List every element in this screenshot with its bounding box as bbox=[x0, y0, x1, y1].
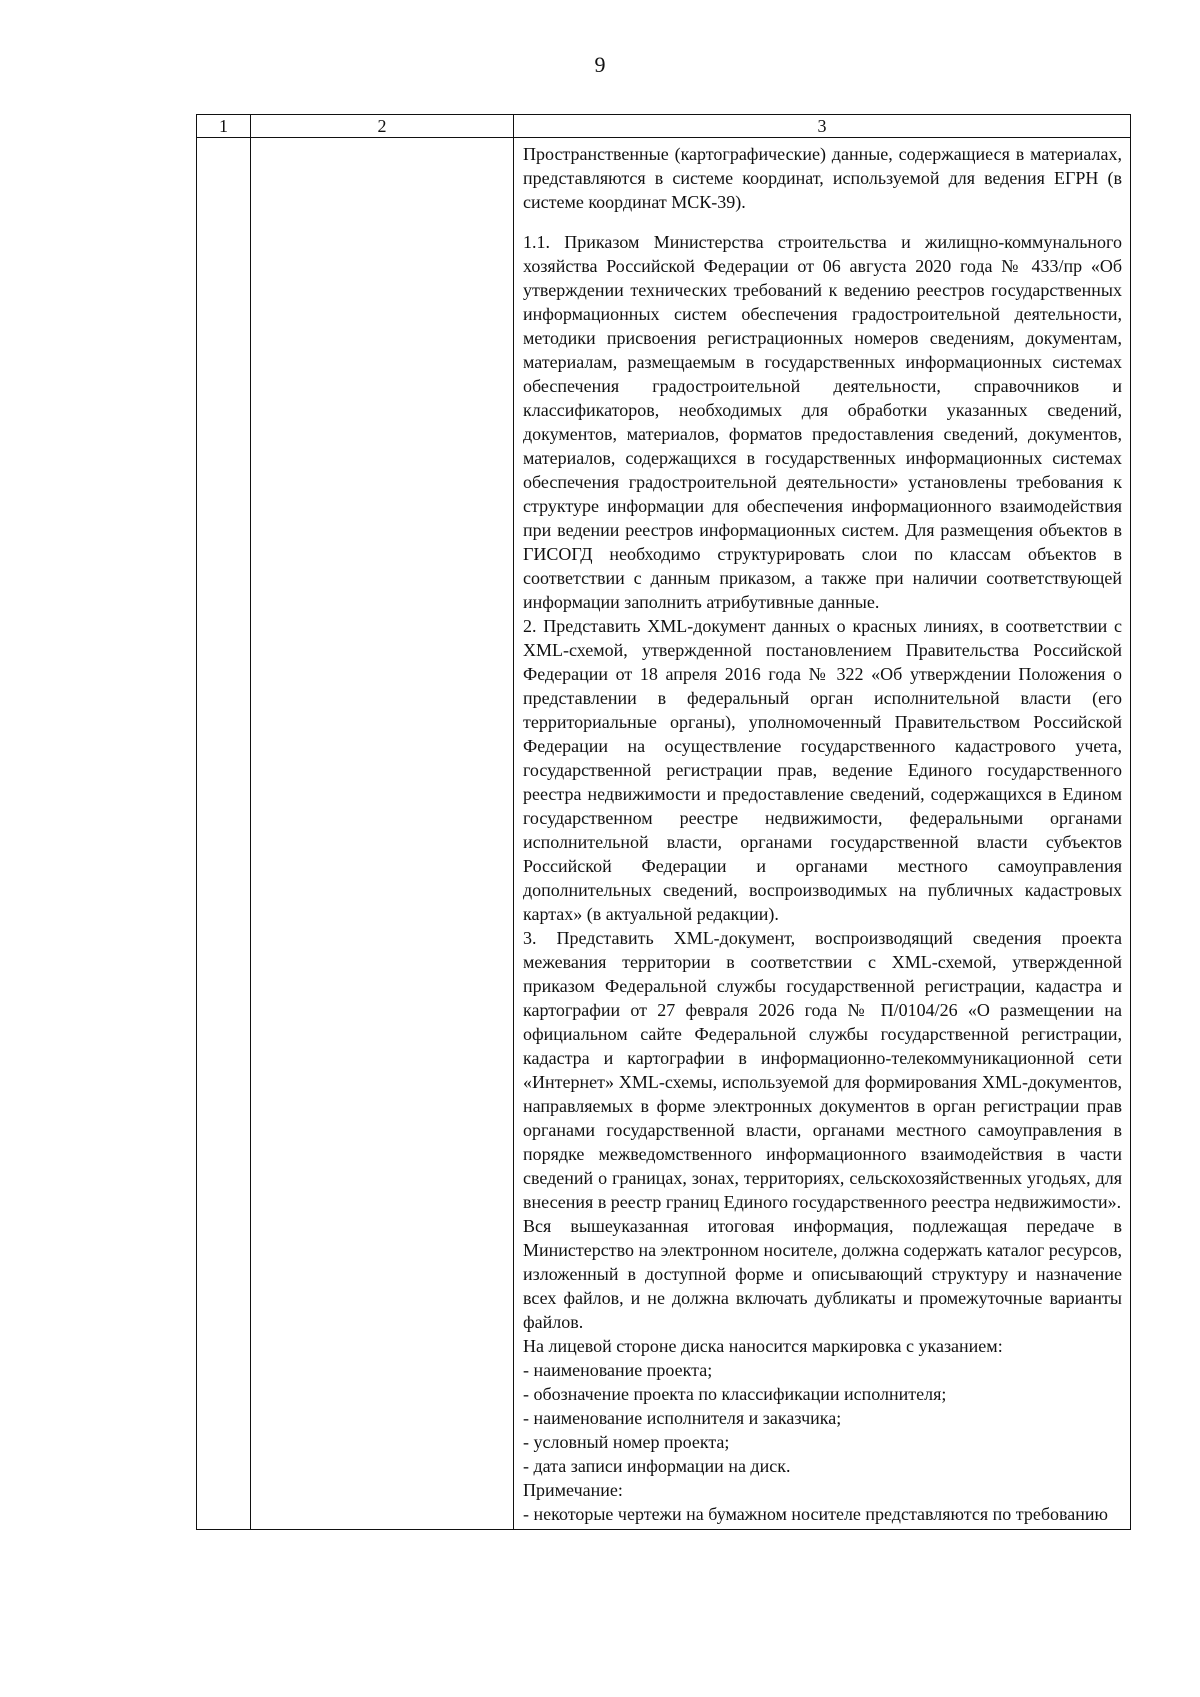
cell-col-2 bbox=[251, 138, 514, 1530]
list-item: - дата записи информации на диск. bbox=[523, 1456, 791, 1476]
list-item: - условный номер проекта; bbox=[523, 1432, 730, 1452]
paragraph-red-lines-xml: 2. Представить XML-документ данных о красных линиях, в соответствии с XML-схемой, утвержденной постановлением Правительства Российской Федерации от 18 апреля 2016 года № 322 «Об утверждении Положения о представлении в федеральный орган исполнительной власти (его территориальные органы), уполномоченный Правительством Российской Федерации на осуществление государственного кадастрового учета, государственной регистрации прав, ведение Единого государственного реестра недвижимости и предоставление сведений, содержащихся в Едином государственном реестре недвижимости, федеральными органами исполнительной власти, органами государственной власти субъектов Российской Федерации и органами местного самоуправления дополнительных сведений, воспроизводимых на публичных кадастровых картах» (в актуальной редакции). bbox=[523, 616, 1122, 924]
paragraph-gisogd-order: 1.1. Приказом Министерства строительства и жилищно-коммунального хозяйства Российской Федерации от 06 августа 2020 года № 433/пр «Об утверждении технических требований к ведению реестров государственных информационных систем обеспечения градостроительной деятельности, методики присвоения регистрационных номеров сведениям, документам, материалам, размещаемым в государственных информационных системах обеспечения градостроительной деятельности, справочников и классификаторов, необходимых для обработки указанных сведений, документов, материалов, форматов предоставления сведений, документов, материалов, содержащихся в государственных информационных системах обеспечения градостроительной деятельности» установлены требования к структуре информации для обеспечения информационного взаимодействия при ведении реестров информационных систем. Для размещения объектов в ГИСОГД необходимо структурировать слои по классам объектов в соответствии с данным приказом, а также при наличии соответствующей информации заполнить атрибутивные данные. bbox=[523, 232, 1122, 612]
column-header-2: 2 bbox=[251, 115, 514, 138]
list-item: - наименование исполнителя и заказчика; bbox=[523, 1408, 842, 1428]
table-header-row bbox=[197, 115, 1131, 138]
note-label: Примечание: bbox=[523, 1480, 623, 1500]
paragraph-final-information: Вся вышеуказанная итоговая информация, подлежащая передаче в Министерство на электронном носителе, должна содержать каталог ресурсов, изложенный в доступной форме и описывающий структуру и назначение всех файлов, и не должна включать дубликаты и промежуточные варианты файлов. bbox=[523, 1216, 1122, 1332]
list-item: - обозначение проекта по классификации исполнителя; bbox=[523, 1384, 947, 1404]
paragraph-land-survey-xml: 3. Представить XML-документ, воспроизводящий сведения проекта межевания территории в соответствии с XML-схемой, утвержденной приказом Федеральной службы государственной регистрации, кадастра и картографии от 27 февраля 2026 года № П/0104/26 «О размещении на официальном сайте Федеральной службы государственной регистрации, кадастра и картографии в информационно-телекоммуникационной сети «Интернет» XML-схемы, используемой для формирования XML-документов, направляемых в форме электронных документов в орган регистрации прав органами государственной власти, органами местного самоуправления в порядке межведомственного информационного взаимодействия в части сведений о границах, зонах, территориях, сельскохозяйственных угодьях, для внесения в реестр границ Единого государственного реестра недвижимости». bbox=[523, 928, 1122, 1212]
column-header-1: 1 bbox=[197, 115, 251, 138]
column-header-3: 3 bbox=[514, 115, 1131, 138]
table-row bbox=[197, 138, 1131, 1530]
note-item: - некоторые чертежи на бумажном носителе представляются по требованию bbox=[523, 1504, 1108, 1524]
page-number: 9 bbox=[594, 52, 606, 77]
marking-intro: На лицевой стороне диска наносится маркировка с указанием: bbox=[523, 1336, 1003, 1356]
requirements-table bbox=[196, 114, 1131, 1530]
cell-col-3 bbox=[514, 138, 1131, 1530]
paragraph-coordinate-system: Пространственные (картографические) данные, содержащиеся в материалах, представляются в системе координат, используемой для ведения ЕГРН (в системе координат МСК-39). bbox=[523, 144, 1122, 212]
cell-col-1 bbox=[197, 138, 251, 1530]
list-item: - наименование проекта; bbox=[523, 1360, 713, 1380]
